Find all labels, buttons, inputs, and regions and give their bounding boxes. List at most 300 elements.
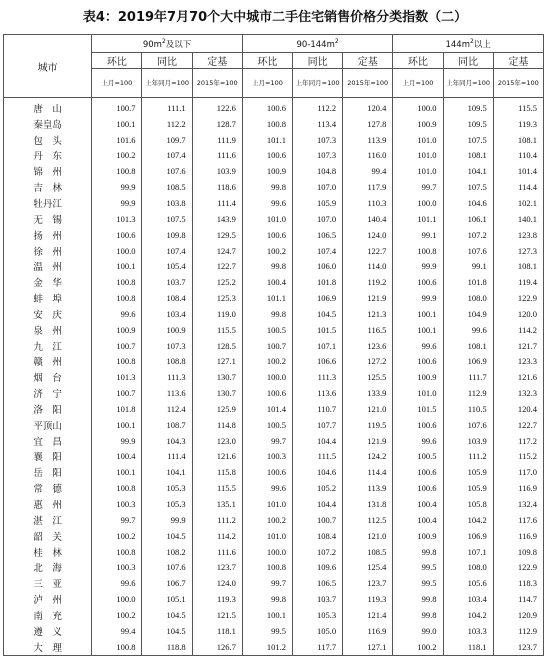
index-value-cell: 121.4: [343, 607, 393, 623]
index-value-cell: 101.0: [242, 496, 292, 512]
city-name-cell: 泸 州: [4, 591, 92, 607]
city-name-cell: 秦皇岛: [4, 116, 92, 132]
table-row: [4, 480, 544, 496]
index-value-cell: 118.6: [192, 179, 242, 195]
index-value-cell: 112.2: [142, 116, 192, 132]
city-name-cell: 唐 山: [4, 98, 92, 116]
index-value-cell: 108.1: [493, 258, 543, 274]
index-value-cell: 100.5: [242, 417, 292, 433]
sub-header-mom: 环比: [242, 53, 292, 69]
index-value-cell: 99.9: [142, 512, 192, 528]
city-name-cell: 徐 州: [4, 243, 92, 259]
index-value-cell: 112.4: [142, 401, 192, 417]
index-value-cell: 100.8: [92, 290, 142, 306]
index-value-cell: 99.8: [393, 544, 443, 560]
sub-header-mom: 环比: [92, 53, 142, 69]
index-value-cell: 119.2: [343, 274, 393, 290]
index-value-cell: 103.7: [142, 274, 192, 290]
index-value-cell: 114.7: [493, 591, 543, 607]
index-value-cell: 99.4: [92, 623, 142, 639]
index-value-cell: 100.5: [242, 322, 292, 338]
index-value-cell: 111.5: [293, 449, 343, 465]
index-value-cell: 99.8: [242, 591, 292, 607]
sub-header-base: 定基: [343, 53, 393, 69]
index-value-cell: 107.4: [142, 148, 192, 164]
sub-header-base: 定基: [192, 53, 242, 69]
index-value-cell: 99.6: [92, 306, 142, 322]
index-value-cell: 111.9: [192, 132, 242, 148]
sub-header-mom: 环比: [393, 53, 443, 69]
index-value-cell: 105.9: [293, 195, 343, 211]
table-row: [4, 528, 544, 544]
table-row: [4, 163, 544, 179]
index-value-cell: 101.0: [242, 211, 292, 227]
index-value-cell: 100.8: [393, 243, 443, 259]
index-value-cell: 111.2: [192, 512, 242, 528]
index-value-cell: 119.5: [343, 417, 393, 433]
base-label-mom: 上月=100: [92, 69, 142, 98]
index-value-cell: 99.8: [242, 258, 292, 274]
index-value-cell: 100.8: [92, 544, 142, 560]
index-value-cell: 107.2: [443, 227, 493, 243]
city-name-cell: 无 锡: [4, 211, 92, 227]
index-value-cell: 122.9: [493, 290, 543, 306]
index-value-cell: 104.6: [293, 464, 343, 480]
index-value-cell: 128.5: [192, 338, 242, 354]
base-label-yoy: 上年同月=100: [142, 69, 192, 98]
index-value-cell: 100.8: [242, 116, 292, 132]
index-value-cell: 121.0: [343, 401, 393, 417]
index-value-cell: 104.5: [293, 306, 343, 322]
index-value-cell: 103.9: [443, 433, 493, 449]
index-value-cell: 99.8: [393, 607, 443, 623]
index-value-cell: 100.6: [393, 480, 443, 496]
table-row: [4, 274, 544, 290]
index-value-cell: 99.6: [443, 322, 493, 338]
city-name-cell: 南 充: [4, 607, 92, 623]
index-value-cell: 99.8: [242, 179, 292, 195]
index-value-cell: 118.8: [142, 639, 192, 655]
index-value-cell: 101.8: [293, 274, 343, 290]
city-name-cell: 桂 林: [4, 544, 92, 560]
table-row: [4, 195, 544, 211]
table-row: [4, 354, 544, 370]
index-value-cell: 111.6: [192, 544, 242, 560]
index-value-cell: 100.8: [92, 163, 142, 179]
index-value-cell: 99.7: [393, 179, 443, 195]
index-value-cell: 101.3: [92, 369, 142, 385]
index-value-cell: 104.9: [443, 306, 493, 322]
index-value-cell: 113.4: [293, 116, 343, 132]
index-value-cell: 108.1: [493, 132, 543, 148]
index-value-cell: 110.7: [293, 401, 343, 417]
index-value-cell: 100.9: [393, 369, 443, 385]
index-value-cell: 99.7: [242, 433, 292, 449]
index-value-cell: 133.9: [343, 385, 393, 401]
index-value-cell: 104.5: [142, 607, 192, 623]
index-value-cell: 100.8: [242, 559, 292, 575]
city-name-cell: 北 海: [4, 559, 92, 575]
index-value-cell: 99.6: [92, 575, 142, 591]
index-value-cell: 99.9: [393, 290, 443, 306]
index-value-cell: 100.1: [393, 322, 443, 338]
index-value-cell: 101.4: [493, 163, 543, 179]
index-value-cell: 100.1: [242, 607, 292, 623]
index-value-cell: 104.1: [443, 163, 493, 179]
city-name-cell: 温 州: [4, 258, 92, 274]
index-value-cell: 119.3: [343, 591, 393, 607]
base-label-yoy: 上年同月=100: [293, 69, 343, 98]
group-header-small: $90m^2$及以下: [92, 35, 243, 53]
index-value-cell: 124.0: [343, 227, 393, 243]
index-value-cell: 99.5: [393, 559, 443, 575]
group-header-medium: $90-144m^2$: [242, 35, 393, 53]
index-value-cell: 108.5: [142, 179, 192, 195]
index-value-cell: 100.7: [92, 338, 142, 354]
city-name-cell: 湛 江: [4, 512, 92, 528]
table-row: [4, 496, 544, 512]
base-label-base: 2015年=100: [343, 69, 393, 98]
index-value-cell: 108.8: [142, 354, 192, 370]
index-value-cell: 99.1: [443, 258, 493, 274]
table-row: [4, 322, 544, 338]
index-value-cell: 101.0: [393, 163, 443, 179]
city-name-cell: 平顶山: [4, 417, 92, 433]
index-value-cell: 101.1: [242, 132, 292, 148]
table-row: [4, 607, 544, 623]
index-value-cell: 118.3: [493, 575, 543, 591]
index-value-cell: 100.2: [242, 243, 292, 259]
city-name-cell: 吉 林: [4, 179, 92, 195]
index-value-cell: 108.5: [343, 544, 393, 560]
index-value-cell: 116.9: [493, 528, 543, 544]
table-row: [4, 639, 544, 655]
index-value-cell: 104.5: [142, 623, 192, 639]
table-row: [4, 591, 544, 607]
index-value-cell: 101.5: [293, 322, 343, 338]
index-value-cell: 111.2: [443, 449, 493, 465]
index-value-cell: 100.0: [92, 591, 142, 607]
index-value-cell: 99.1: [393, 227, 443, 243]
index-value-cell: 104.1: [142, 464, 192, 480]
index-value-cell: 105.9: [443, 464, 493, 480]
index-value-cell: 114.4: [343, 464, 393, 480]
index-value-cell: 113.6: [142, 385, 192, 401]
table-header: [4, 35, 544, 98]
index-value-cell: 105.2: [293, 480, 343, 496]
index-value-cell: 100.6: [393, 464, 443, 480]
index-value-cell: 100.8: [92, 639, 142, 655]
index-value-cell: 114.0: [343, 258, 393, 274]
index-value-cell: 124.7: [192, 243, 242, 259]
index-value-cell: 108.0: [443, 559, 493, 575]
index-value-cell: 103.3: [443, 623, 493, 639]
index-value-cell: 100.1: [92, 464, 142, 480]
index-value-cell: 121.3: [343, 306, 393, 322]
index-value-cell: 99.6: [393, 338, 443, 354]
table-row: [4, 544, 544, 560]
index-value-cell: 99.5: [393, 575, 443, 591]
group-header-large: $144m^2$以上: [393, 35, 544, 53]
index-value-cell: 101.2: [242, 639, 292, 655]
index-value-cell: 100.6: [242, 385, 292, 401]
table-row: [4, 179, 544, 195]
table-row: [4, 306, 544, 322]
index-value-cell: 100.4: [92, 449, 142, 465]
index-value-cell: 101.5: [393, 401, 443, 417]
index-value-cell: 125.3: [192, 290, 242, 306]
index-value-cell: 117.9: [343, 179, 393, 195]
index-value-cell: 140.4: [343, 211, 393, 227]
index-value-cell: 99.7: [242, 575, 292, 591]
index-value-cell: 111.3: [293, 369, 343, 385]
index-value-cell: 120.4: [343, 98, 393, 116]
index-value-cell: 100.7: [92, 98, 142, 116]
index-value-cell: 107.1: [443, 544, 493, 560]
index-value-cell: 100.6: [242, 98, 292, 116]
index-value-cell: 109.8: [493, 544, 543, 560]
city-name-cell: 烟 台: [4, 369, 92, 385]
index-value-cell: 120.0: [493, 306, 543, 322]
index-value-cell: 104.3: [142, 433, 192, 449]
index-value-cell: 106.0: [293, 258, 343, 274]
index-value-cell: 99.6: [242, 195, 292, 211]
index-value-cell: 101.8: [443, 274, 493, 290]
index-value-cell: 114.8: [192, 417, 242, 433]
index-value-cell: 121.6: [493, 369, 543, 385]
table-row: [4, 433, 544, 449]
base-label-base: 2015年=100: [192, 69, 242, 98]
index-value-cell: 121.5: [192, 607, 242, 623]
index-value-cell: 123.7: [493, 639, 543, 655]
index-value-cell: 127.1: [192, 354, 242, 370]
index-value-cell: 100.6: [242, 227, 292, 243]
index-value-cell: 104.4: [293, 433, 343, 449]
index-value-cell: 121.6: [192, 449, 242, 465]
index-value-cell: 101.0: [393, 132, 443, 148]
sub-header-yoy: 同比: [443, 53, 493, 69]
index-value-cell: 101.3: [92, 211, 142, 227]
index-value-cell: 121.9: [343, 433, 393, 449]
index-value-cell: 103.4: [443, 591, 493, 607]
table-row: [4, 464, 544, 480]
index-value-cell: 110.5: [443, 401, 493, 417]
index-value-cell: 99.9: [393, 258, 443, 274]
index-value-cell: 100.6: [393, 274, 443, 290]
index-value-cell: 100.8: [92, 354, 142, 370]
index-value-cell: 105.4: [142, 258, 192, 274]
index-value-cell: 124.0: [192, 575, 242, 591]
index-value-cell: 107.6: [142, 163, 192, 179]
index-value-cell: 121.9: [343, 290, 393, 306]
city-name-cell: 泉 州: [4, 322, 92, 338]
city-name-cell: 宜 昌: [4, 433, 92, 449]
index-value-cell: 106.5: [293, 227, 343, 243]
index-value-cell: 100.6: [242, 464, 292, 480]
city-name-cell: 蚌 埠: [4, 290, 92, 306]
city-name-cell: 大 理: [4, 639, 92, 655]
table-row: [4, 369, 544, 385]
index-value-cell: 103.4: [142, 306, 192, 322]
index-value-cell: 104.4: [293, 496, 343, 512]
index-value-cell: 105.1: [142, 591, 192, 607]
city-name-cell: 丹 东: [4, 148, 92, 164]
index-value-cell: 105.3: [142, 496, 192, 512]
index-value-cell: 100.7: [92, 385, 142, 401]
index-value-cell: 100.1: [92, 417, 142, 433]
index-value-cell: 100.6: [92, 227, 142, 243]
city-name-cell: 洛 阳: [4, 401, 92, 417]
index-value-cell: 107.5: [443, 179, 493, 195]
index-value-cell: 107.2: [293, 544, 343, 560]
city-name-cell: 赣 州: [4, 354, 92, 370]
index-value-cell: 132.3: [493, 385, 543, 401]
city-name-cell: 金 华: [4, 274, 92, 290]
city-name-cell: 安 庆: [4, 306, 92, 322]
index-value-cell: 125.2: [192, 274, 242, 290]
index-value-cell: 112.2: [293, 98, 343, 116]
index-value-cell: 100.6: [393, 417, 443, 433]
index-value-cell: 124.2: [343, 449, 393, 465]
index-value-cell: 101.0: [393, 148, 443, 164]
index-value-cell: 100.9: [393, 528, 443, 544]
index-value-cell: 115.8: [192, 464, 242, 480]
index-value-cell: 110.3: [343, 195, 393, 211]
index-value-cell: 109.5: [443, 116, 493, 132]
index-value-cell: 100.2: [92, 607, 142, 623]
index-value-cell: 135.1: [192, 496, 242, 512]
index-value-cell: 100.1: [92, 258, 142, 274]
index-value-cell: 100.9: [142, 322, 192, 338]
index-value-cell: 106.7: [142, 575, 192, 591]
index-value-cell: 100.2: [393, 639, 443, 655]
index-value-cell: 116.5: [343, 322, 393, 338]
sub-header-yoy: 同比: [293, 53, 343, 69]
table-title: 表4：2019年7月70个大中城市二手住宅销售价格分类指数（二）: [82, 10, 468, 25]
index-value-cell: 101.6: [92, 132, 142, 148]
index-value-cell: 117.6: [493, 512, 543, 528]
city-name-cell: 牡丹江: [4, 195, 92, 211]
index-value-cell: 120.9: [493, 607, 543, 623]
table-row: [4, 449, 544, 465]
city-name-cell: 包 头: [4, 132, 92, 148]
index-value-cell: 105.8: [443, 496, 493, 512]
index-value-cell: 100.6: [393, 354, 443, 370]
index-value-cell: 111.4: [142, 449, 192, 465]
index-value-cell: 125.4: [343, 559, 393, 575]
index-value-cell: 123.6: [343, 338, 393, 354]
index-value-cell: 117.2: [493, 433, 543, 449]
table-row: [4, 575, 544, 591]
index-value-cell: 106.9: [293, 290, 343, 306]
city-name-cell: 济 宁: [4, 385, 92, 401]
city-name-cell: 常 德: [4, 480, 92, 496]
table-row: [4, 290, 544, 306]
index-value-cell: 104.2: [443, 607, 493, 623]
index-value-cell: 103.8: [142, 195, 192, 211]
index-value-cell: 104.8: [293, 163, 343, 179]
index-value-cell: 105.0: [293, 623, 343, 639]
price-index-table: [3, 34, 544, 656]
index-value-cell: 125.5: [343, 369, 393, 385]
city-name-cell: 锦 州: [4, 163, 92, 179]
index-value-cell: 119.0: [192, 306, 242, 322]
index-value-cell: 109.7: [142, 132, 192, 148]
index-value-cell: 100.8: [92, 480, 142, 496]
city-name-cell: 三 亚: [4, 575, 92, 591]
table-row: [4, 338, 544, 354]
index-value-cell: 107.6: [142, 559, 192, 575]
index-value-cell: 101.1: [393, 211, 443, 227]
index-value-cell: 104.6: [443, 195, 493, 211]
index-value-cell: 122.7: [493, 417, 543, 433]
index-value-cell: 130.7: [192, 369, 242, 385]
index-value-cell: 107.7: [293, 417, 343, 433]
index-value-cell: 113.9: [343, 480, 393, 496]
index-value-cell: 109.8: [142, 227, 192, 243]
index-value-cell: 99.6: [242, 480, 292, 496]
index-value-cell: 106.5: [293, 575, 343, 591]
city-name-cell: 襄 阳: [4, 449, 92, 465]
index-value-cell: 99.9: [92, 195, 142, 211]
index-value-cell: 106.9: [443, 528, 493, 544]
city-name-cell: 惠 州: [4, 496, 92, 512]
index-value-cell: 101.0: [393, 385, 443, 401]
index-value-cell: 108.4: [293, 528, 343, 544]
index-value-cell: 105.6: [443, 575, 493, 591]
index-value-cell: 128.7: [192, 116, 242, 132]
index-value-cell: 100.8: [92, 274, 142, 290]
index-value-cell: 99.7: [92, 512, 142, 528]
city-name-cell: 韶 关: [4, 528, 92, 544]
index-value-cell: 113.6: [293, 385, 343, 401]
index-value-cell: 114.2: [192, 528, 242, 544]
index-value-cell: 99.6: [393, 433, 443, 449]
index-value-cell: 105.9: [443, 480, 493, 496]
index-value-cell: 101.4: [242, 401, 292, 417]
index-value-cell: 111.7: [443, 369, 493, 385]
index-value-cell: 107.6: [443, 243, 493, 259]
index-value-cell: 100.9: [242, 163, 292, 179]
index-value-cell: 119.4: [493, 274, 543, 290]
index-value-cell: 130.7: [192, 385, 242, 401]
index-value-cell: 107.0: [293, 211, 343, 227]
index-value-cell: 112.9: [443, 385, 493, 401]
city-name-cell: 岳 阳: [4, 464, 92, 480]
index-value-cell: 115.5: [192, 322, 242, 338]
base-label-base: 2015年=100: [493, 69, 543, 98]
index-value-cell: 99.0: [393, 623, 443, 639]
index-value-cell: 100.4: [393, 496, 443, 512]
index-value-cell: 100.0: [393, 195, 443, 211]
index-value-cell: 118.1: [192, 623, 242, 639]
index-value-cell: 107.3: [142, 338, 192, 354]
index-value-cell: 108.1: [443, 338, 493, 354]
table-row: [4, 512, 544, 528]
index-value-cell: 101.8: [92, 401, 142, 417]
index-value-cell: 123.7: [343, 575, 393, 591]
base-label-yoy: 上年同月=100: [443, 69, 493, 98]
table-body: [4, 98, 544, 656]
index-value-cell: 120.4: [493, 401, 543, 417]
index-value-cell: 122.7: [192, 258, 242, 274]
table-row: [4, 385, 544, 401]
index-value-cell: 103.9: [192, 163, 242, 179]
base-label-mom: 上月=100: [242, 69, 292, 98]
index-value-cell: 122.7: [343, 243, 393, 259]
table-row: [4, 401, 544, 417]
index-value-cell: 100.9: [92, 322, 142, 338]
